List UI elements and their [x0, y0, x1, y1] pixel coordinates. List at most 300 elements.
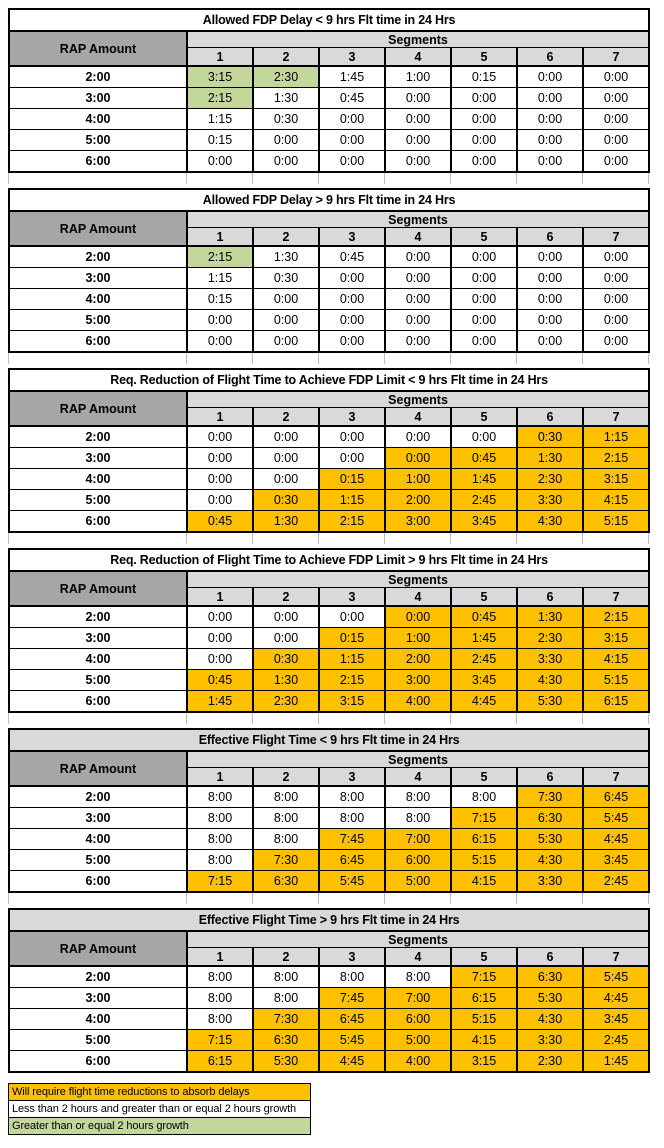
time-cell: 5:45 — [319, 1030, 385, 1051]
rap-amount-header: RAP Amount — [9, 211, 187, 246]
grid-stub-cell — [319, 173, 385, 184]
rap-amount-value: 2:00 — [9, 606, 187, 628]
time-cell: 3:15 — [583, 469, 649, 490]
title-row — [9, 369, 649, 391]
segment-column-header: 2 — [253, 768, 319, 787]
segment-column-header: 2 — [253, 48, 319, 67]
segment-column-header: 2 — [253, 588, 319, 607]
time-cell: 0:00 — [583, 88, 649, 109]
grid-stub-cell — [187, 173, 253, 184]
grid-stub-row — [8, 533, 656, 544]
time-cell: 6:30 — [253, 1030, 319, 1051]
time-cell: 0:00 — [583, 331, 649, 353]
time-cell: 0:45 — [187, 670, 253, 691]
time-cell: 4:15 — [451, 1030, 517, 1051]
rap-amount-value: 6:00 — [9, 151, 187, 173]
grid-stub-cell — [385, 713, 451, 724]
table-row — [9, 448, 649, 469]
segment-column-header: 7 — [583, 408, 649, 427]
time-cell: 1:15 — [319, 490, 385, 511]
time-cell: 0:00 — [451, 109, 517, 130]
rap-amount-header: RAP Amount — [9, 931, 187, 966]
title-row — [9, 9, 649, 31]
time-cell: 0:00 — [451, 246, 517, 268]
rap-amount-value: 4:00 — [9, 469, 187, 490]
rap-amount-value: 3:00 — [9, 628, 187, 649]
time-cell: 0:00 — [517, 151, 583, 173]
time-cell: 3:45 — [451, 511, 517, 533]
segment-column-header: 6 — [517, 48, 583, 67]
time-cell: 0:00 — [385, 289, 451, 310]
time-cell: 0:00 — [319, 606, 385, 628]
grid-stub-cell — [517, 893, 583, 904]
segment-column-header: 5 — [451, 48, 517, 67]
time-cell: 0:00 — [187, 151, 253, 173]
time-cell: 0:15 — [319, 628, 385, 649]
table-row — [9, 786, 649, 808]
time-cell: 3:00 — [385, 511, 451, 533]
segment-column-header: 4 — [385, 408, 451, 427]
grid-stub-cell — [253, 353, 319, 364]
time-cell: 6:45 — [583, 786, 649, 808]
time-cell: 7:15 — [451, 808, 517, 829]
time-cell: 6:30 — [517, 966, 583, 988]
time-cell: 0:00 — [583, 151, 649, 173]
time-cell: 4:00 — [385, 1051, 451, 1073]
table-row — [9, 511, 649, 533]
legend-row — [9, 1118, 311, 1135]
grid-stub-cell — [517, 173, 583, 184]
time-cell: 0:30 — [253, 268, 319, 289]
grid-stub-cell — [583, 533, 649, 544]
time-cell: 0:00 — [187, 426, 253, 448]
time-cell: 4:15 — [583, 490, 649, 511]
time-cell: 0:00 — [517, 109, 583, 130]
time-cell: 8:00 — [187, 808, 253, 829]
rap-amount-value: 6:00 — [9, 871, 187, 893]
time-cell: 0:00 — [583, 130, 649, 151]
time-cell: 8:00 — [187, 988, 253, 1009]
rap-amount-header: RAP Amount — [9, 31, 187, 66]
table-row — [9, 1051, 649, 1073]
time-cell: 0:00 — [385, 331, 451, 353]
time-cell: 0:00 — [319, 109, 385, 130]
time-cell: 0:00 — [253, 331, 319, 353]
time-cell: 2:45 — [451, 649, 517, 670]
time-cell: 0:00 — [319, 289, 385, 310]
segment-column-header: 1 — [187, 48, 253, 67]
grid-stub-cell — [451, 173, 517, 184]
grid-stub-cell — [385, 353, 451, 364]
segments-header-row — [9, 571, 649, 588]
rap-amount-value: 3:00 — [9, 268, 187, 289]
time-cell: 5:30 — [517, 988, 583, 1009]
legend-item: Greater than or equal 2 hours growth — [9, 1118, 311, 1135]
grid-stub-cell — [319, 893, 385, 904]
segment-column-header: 3 — [319, 588, 385, 607]
time-cell: 6:45 — [319, 1009, 385, 1030]
grid-stub-row — [8, 893, 656, 904]
grid-stub-cell — [8, 713, 187, 724]
time-cell: 0:00 — [583, 66, 649, 88]
time-cell: 0:15 — [187, 289, 253, 310]
time-cell: 5:45 — [319, 871, 385, 893]
rap-amount-value: 4:00 — [9, 829, 187, 850]
time-cell: 1:45 — [187, 691, 253, 713]
time-cell: 0:00 — [583, 289, 649, 310]
time-cell: 3:30 — [517, 490, 583, 511]
time-cell: 6:00 — [385, 850, 451, 871]
time-cell: 0:00 — [451, 88, 517, 109]
time-cell: 7:00 — [385, 829, 451, 850]
rap-amount-value: 5:00 — [9, 490, 187, 511]
time-cell: 0:00 — [253, 151, 319, 173]
segment-column-header: 2 — [253, 228, 319, 247]
time-cell: 4:00 — [385, 691, 451, 713]
time-cell: 2:30 — [253, 691, 319, 713]
time-cell: 5:30 — [517, 829, 583, 850]
rap-amount-value: 2:00 — [9, 246, 187, 268]
time-cell: 0:00 — [385, 130, 451, 151]
segment-column-header: 4 — [385, 48, 451, 67]
time-cell: 8:00 — [187, 850, 253, 871]
segments-header-row — [9, 931, 649, 948]
time-cell: 0:00 — [583, 268, 649, 289]
time-cell: 0:00 — [517, 331, 583, 353]
grid-stub-row — [8, 173, 656, 184]
table-row — [9, 331, 649, 353]
time-cell: 0:00 — [517, 66, 583, 88]
title-row — [9, 189, 649, 211]
rap-amount-header: RAP Amount — [9, 571, 187, 606]
rap-amount-value: 2:00 — [9, 66, 187, 88]
table-row — [9, 871, 649, 893]
segment-column-header: 1 — [187, 768, 253, 787]
time-cell: 6:30 — [517, 808, 583, 829]
grid-stub-cell — [583, 353, 649, 364]
segment-column-header: 7 — [583, 228, 649, 247]
legend-item: Less than 2 hours and greater than or equal 2 hours growth — [9, 1101, 311, 1118]
table-title: Effective Flight Time < 9 hrs Flt time in 24 Hrs — [9, 729, 649, 751]
time-cell: 1:30 — [253, 670, 319, 691]
table-title: Allowed FDP Delay < 9 hrs Flt time in 24 Hrs — [9, 9, 649, 31]
time-cell: 5:15 — [451, 1009, 517, 1030]
time-cell: 0:00 — [319, 331, 385, 353]
table-row — [9, 310, 649, 331]
time-cell: 2:15 — [583, 606, 649, 628]
rap-amount-value: 4:00 — [9, 1009, 187, 1030]
time-cell: 1:30 — [253, 511, 319, 533]
time-cell: 0:00 — [187, 490, 253, 511]
time-cell: 2:00 — [385, 490, 451, 511]
time-cell: 4:45 — [583, 988, 649, 1009]
time-cell: 4:15 — [583, 649, 649, 670]
time-cell: 3:15 — [319, 691, 385, 713]
grid-stub-cell — [8, 533, 187, 544]
time-cell: 2:45 — [451, 490, 517, 511]
table-row — [9, 109, 649, 130]
time-cell: 1:45 — [583, 1051, 649, 1073]
rap-amount-value: 3:00 — [9, 808, 187, 829]
time-cell: 0:00 — [319, 426, 385, 448]
grid-stub-cell — [385, 533, 451, 544]
rap-amount-value: 4:00 — [9, 649, 187, 670]
data-table-3 — [8, 368, 650, 533]
time-cell: 8:00 — [319, 808, 385, 829]
rap-amount-header: RAP Amount — [9, 751, 187, 786]
segments-header: Segments — [187, 751, 649, 768]
time-cell: 0:00 — [517, 289, 583, 310]
time-cell: 2:30 — [517, 469, 583, 490]
time-cell: 0:00 — [517, 130, 583, 151]
time-cell: 0:00 — [451, 331, 517, 353]
time-cell: 8:00 — [253, 988, 319, 1009]
time-cell: 7:15 — [187, 1030, 253, 1051]
time-cell: 7:15 — [187, 871, 253, 893]
table-row — [9, 808, 649, 829]
time-cell: 4:45 — [583, 829, 649, 850]
time-cell: 1:15 — [187, 109, 253, 130]
grid-stub-cell — [319, 353, 385, 364]
time-cell: 1:15 — [319, 649, 385, 670]
time-cell: 0:00 — [385, 151, 451, 173]
grid-stub-cell — [253, 713, 319, 724]
table-row — [9, 649, 649, 670]
time-cell: 1:15 — [583, 426, 649, 448]
time-cell: 5:45 — [583, 966, 649, 988]
time-cell: 8:00 — [253, 966, 319, 988]
time-cell: 1:15 — [187, 268, 253, 289]
grid-stub-cell — [253, 533, 319, 544]
time-cell: 0:00 — [253, 469, 319, 490]
time-cell: 3:45 — [451, 670, 517, 691]
time-cell: 2:15 — [583, 448, 649, 469]
segment-column-header: 3 — [319, 948, 385, 967]
segments-header: Segments — [187, 391, 649, 408]
time-cell: 6:15 — [451, 988, 517, 1009]
time-cell: 5:15 — [451, 850, 517, 871]
time-cell: 2:30 — [517, 628, 583, 649]
time-cell: 0:00 — [319, 130, 385, 151]
segment-column-header: 6 — [517, 408, 583, 427]
segment-column-header: 2 — [253, 948, 319, 967]
grid-stub-cell — [319, 533, 385, 544]
rap-amount-header: RAP Amount — [9, 391, 187, 426]
rap-amount-value: 5:00 — [9, 130, 187, 151]
time-cell: 0:00 — [517, 268, 583, 289]
rap-amount-value: 6:00 — [9, 691, 187, 713]
time-cell: 0:00 — [319, 151, 385, 173]
time-cell: 2:30 — [517, 1051, 583, 1073]
grid-stub-cell — [517, 533, 583, 544]
time-cell: 0:00 — [517, 88, 583, 109]
segments-header: Segments — [187, 931, 649, 948]
time-cell: 0:00 — [583, 310, 649, 331]
time-cell: 7:30 — [253, 1009, 319, 1030]
segments-header-row — [9, 391, 649, 408]
time-cell: 2:15 — [187, 88, 253, 109]
rap-amount-value: 3:00 — [9, 448, 187, 469]
time-cell: 5:00 — [385, 871, 451, 893]
legend-row — [9, 1084, 311, 1101]
time-cell: 5:00 — [385, 1030, 451, 1051]
time-cell: 0:00 — [451, 310, 517, 331]
time-cell: 4:30 — [517, 670, 583, 691]
time-cell: 6:15 — [451, 829, 517, 850]
table-row — [9, 246, 649, 268]
time-cell: 0:45 — [319, 88, 385, 109]
time-cell: 0:15 — [451, 66, 517, 88]
time-cell: 0:45 — [451, 606, 517, 628]
grid-stub-cell — [253, 893, 319, 904]
table-title: Req. Reduction of Flight Time to Achieve FDP Limit > 9 hrs Flt time in 24 Hrs — [9, 549, 649, 571]
data-table-2 — [8, 188, 650, 353]
time-cell: 0:00 — [253, 628, 319, 649]
time-cell: 8:00 — [319, 966, 385, 988]
rap-amount-value: 5:00 — [9, 670, 187, 691]
time-cell: 3:15 — [187, 66, 253, 88]
table-row — [9, 268, 649, 289]
time-cell: 5:45 — [583, 808, 649, 829]
time-cell: 1:30 — [253, 246, 319, 268]
time-cell: 8:00 — [253, 808, 319, 829]
time-cell: 2:45 — [583, 871, 649, 893]
time-cell: 7:15 — [451, 966, 517, 988]
grid-stub-cell — [583, 713, 649, 724]
table-row — [9, 66, 649, 88]
grid-stub-cell — [8, 353, 187, 364]
time-cell: 1:00 — [385, 628, 451, 649]
time-cell: 8:00 — [253, 829, 319, 850]
grid-stub-cell — [187, 893, 253, 904]
time-cell: 1:30 — [517, 606, 583, 628]
segments-header: Segments — [187, 571, 649, 588]
table-row — [9, 850, 649, 871]
grid-stub-cell — [8, 173, 187, 184]
table-row — [9, 289, 649, 310]
grid-stub-cell — [451, 533, 517, 544]
time-cell: 5:30 — [253, 1051, 319, 1073]
title-row — [9, 909, 649, 931]
time-cell: 0:30 — [253, 109, 319, 130]
time-cell: 3:15 — [583, 628, 649, 649]
table-row — [9, 670, 649, 691]
time-cell: 2:30 — [253, 66, 319, 88]
time-cell: 8:00 — [187, 786, 253, 808]
title-row — [9, 729, 649, 751]
time-cell: 0:00 — [451, 268, 517, 289]
data-table-1 — [8, 8, 650, 173]
time-cell: 3:45 — [583, 850, 649, 871]
time-cell: 2:15 — [319, 670, 385, 691]
table-row — [9, 691, 649, 713]
grid-stub-cell — [517, 353, 583, 364]
time-cell: 1:00 — [385, 469, 451, 490]
time-cell: 4:30 — [517, 1009, 583, 1030]
segment-column-header: 1 — [187, 228, 253, 247]
time-cell: 4:30 — [517, 850, 583, 871]
time-cell: 0:00 — [187, 649, 253, 670]
segments-header-row — [9, 751, 649, 768]
time-cell: 0:00 — [187, 606, 253, 628]
rap-amount-value: 3:00 — [9, 988, 187, 1009]
time-cell: 6:15 — [187, 1051, 253, 1073]
grid-stub-cell — [583, 893, 649, 904]
time-cell: 3:30 — [517, 1030, 583, 1051]
table-row — [9, 628, 649, 649]
time-cell: 5:30 — [517, 691, 583, 713]
grid-stub-cell — [187, 533, 253, 544]
time-cell: 8:00 — [253, 786, 319, 808]
time-cell: 0:00 — [187, 469, 253, 490]
table-row — [9, 88, 649, 109]
time-cell: 6:30 — [253, 871, 319, 893]
time-cell: 4:15 — [451, 871, 517, 893]
segment-column-header: 6 — [517, 228, 583, 247]
rap-amount-value: 5:00 — [9, 310, 187, 331]
time-cell: 0:00 — [451, 426, 517, 448]
grid-stub-cell — [319, 713, 385, 724]
rap-amount-value: 3:00 — [9, 88, 187, 109]
time-cell: 0:00 — [517, 310, 583, 331]
segment-column-header: 1 — [187, 408, 253, 427]
time-cell: 8:00 — [451, 786, 517, 808]
time-cell: 0:00 — [187, 628, 253, 649]
table-row — [9, 490, 649, 511]
grid-stub-cell — [187, 353, 253, 364]
grid-stub-cell — [187, 713, 253, 724]
time-cell: 0:30 — [253, 490, 319, 511]
grid-stub-cell — [8, 893, 187, 904]
tables-region — [8, 8, 656, 1073]
segment-column-header: 3 — [319, 228, 385, 247]
segment-column-header: 1 — [187, 948, 253, 967]
segment-column-header: 4 — [385, 588, 451, 607]
grid-stub-cell — [451, 713, 517, 724]
segment-column-header: 5 — [451, 588, 517, 607]
segment-column-header: 7 — [583, 768, 649, 787]
segments-header: Segments — [187, 211, 649, 228]
time-cell: 8:00 — [385, 786, 451, 808]
grid-stub-cell — [385, 893, 451, 904]
time-cell: 0:00 — [253, 448, 319, 469]
table-row — [9, 988, 649, 1009]
data-table-4 — [8, 548, 650, 713]
segment-column-header: 5 — [451, 228, 517, 247]
segment-column-header: 3 — [319, 768, 385, 787]
time-cell: 0:00 — [583, 109, 649, 130]
time-cell: 0:00 — [187, 310, 253, 331]
time-cell: 1:45 — [451, 628, 517, 649]
time-cell: 0:00 — [451, 151, 517, 173]
time-cell: 7:00 — [385, 988, 451, 1009]
data-table-6 — [8, 908, 650, 1073]
time-cell: 8:00 — [187, 1009, 253, 1030]
worksheet — [8, 8, 656, 1135]
segment-column-header: 6 — [517, 768, 583, 787]
grid-stub-cell — [451, 353, 517, 364]
time-cell: 0:00 — [319, 310, 385, 331]
time-cell: 0:00 — [253, 130, 319, 151]
table-row — [9, 829, 649, 850]
time-cell: 0:00 — [583, 246, 649, 268]
table-row — [9, 966, 649, 988]
table-row — [9, 130, 649, 151]
time-cell: 0:00 — [517, 246, 583, 268]
time-cell: 1:45 — [319, 66, 385, 88]
rap-amount-value: 4:00 — [9, 289, 187, 310]
time-cell: 0:00 — [385, 606, 451, 628]
